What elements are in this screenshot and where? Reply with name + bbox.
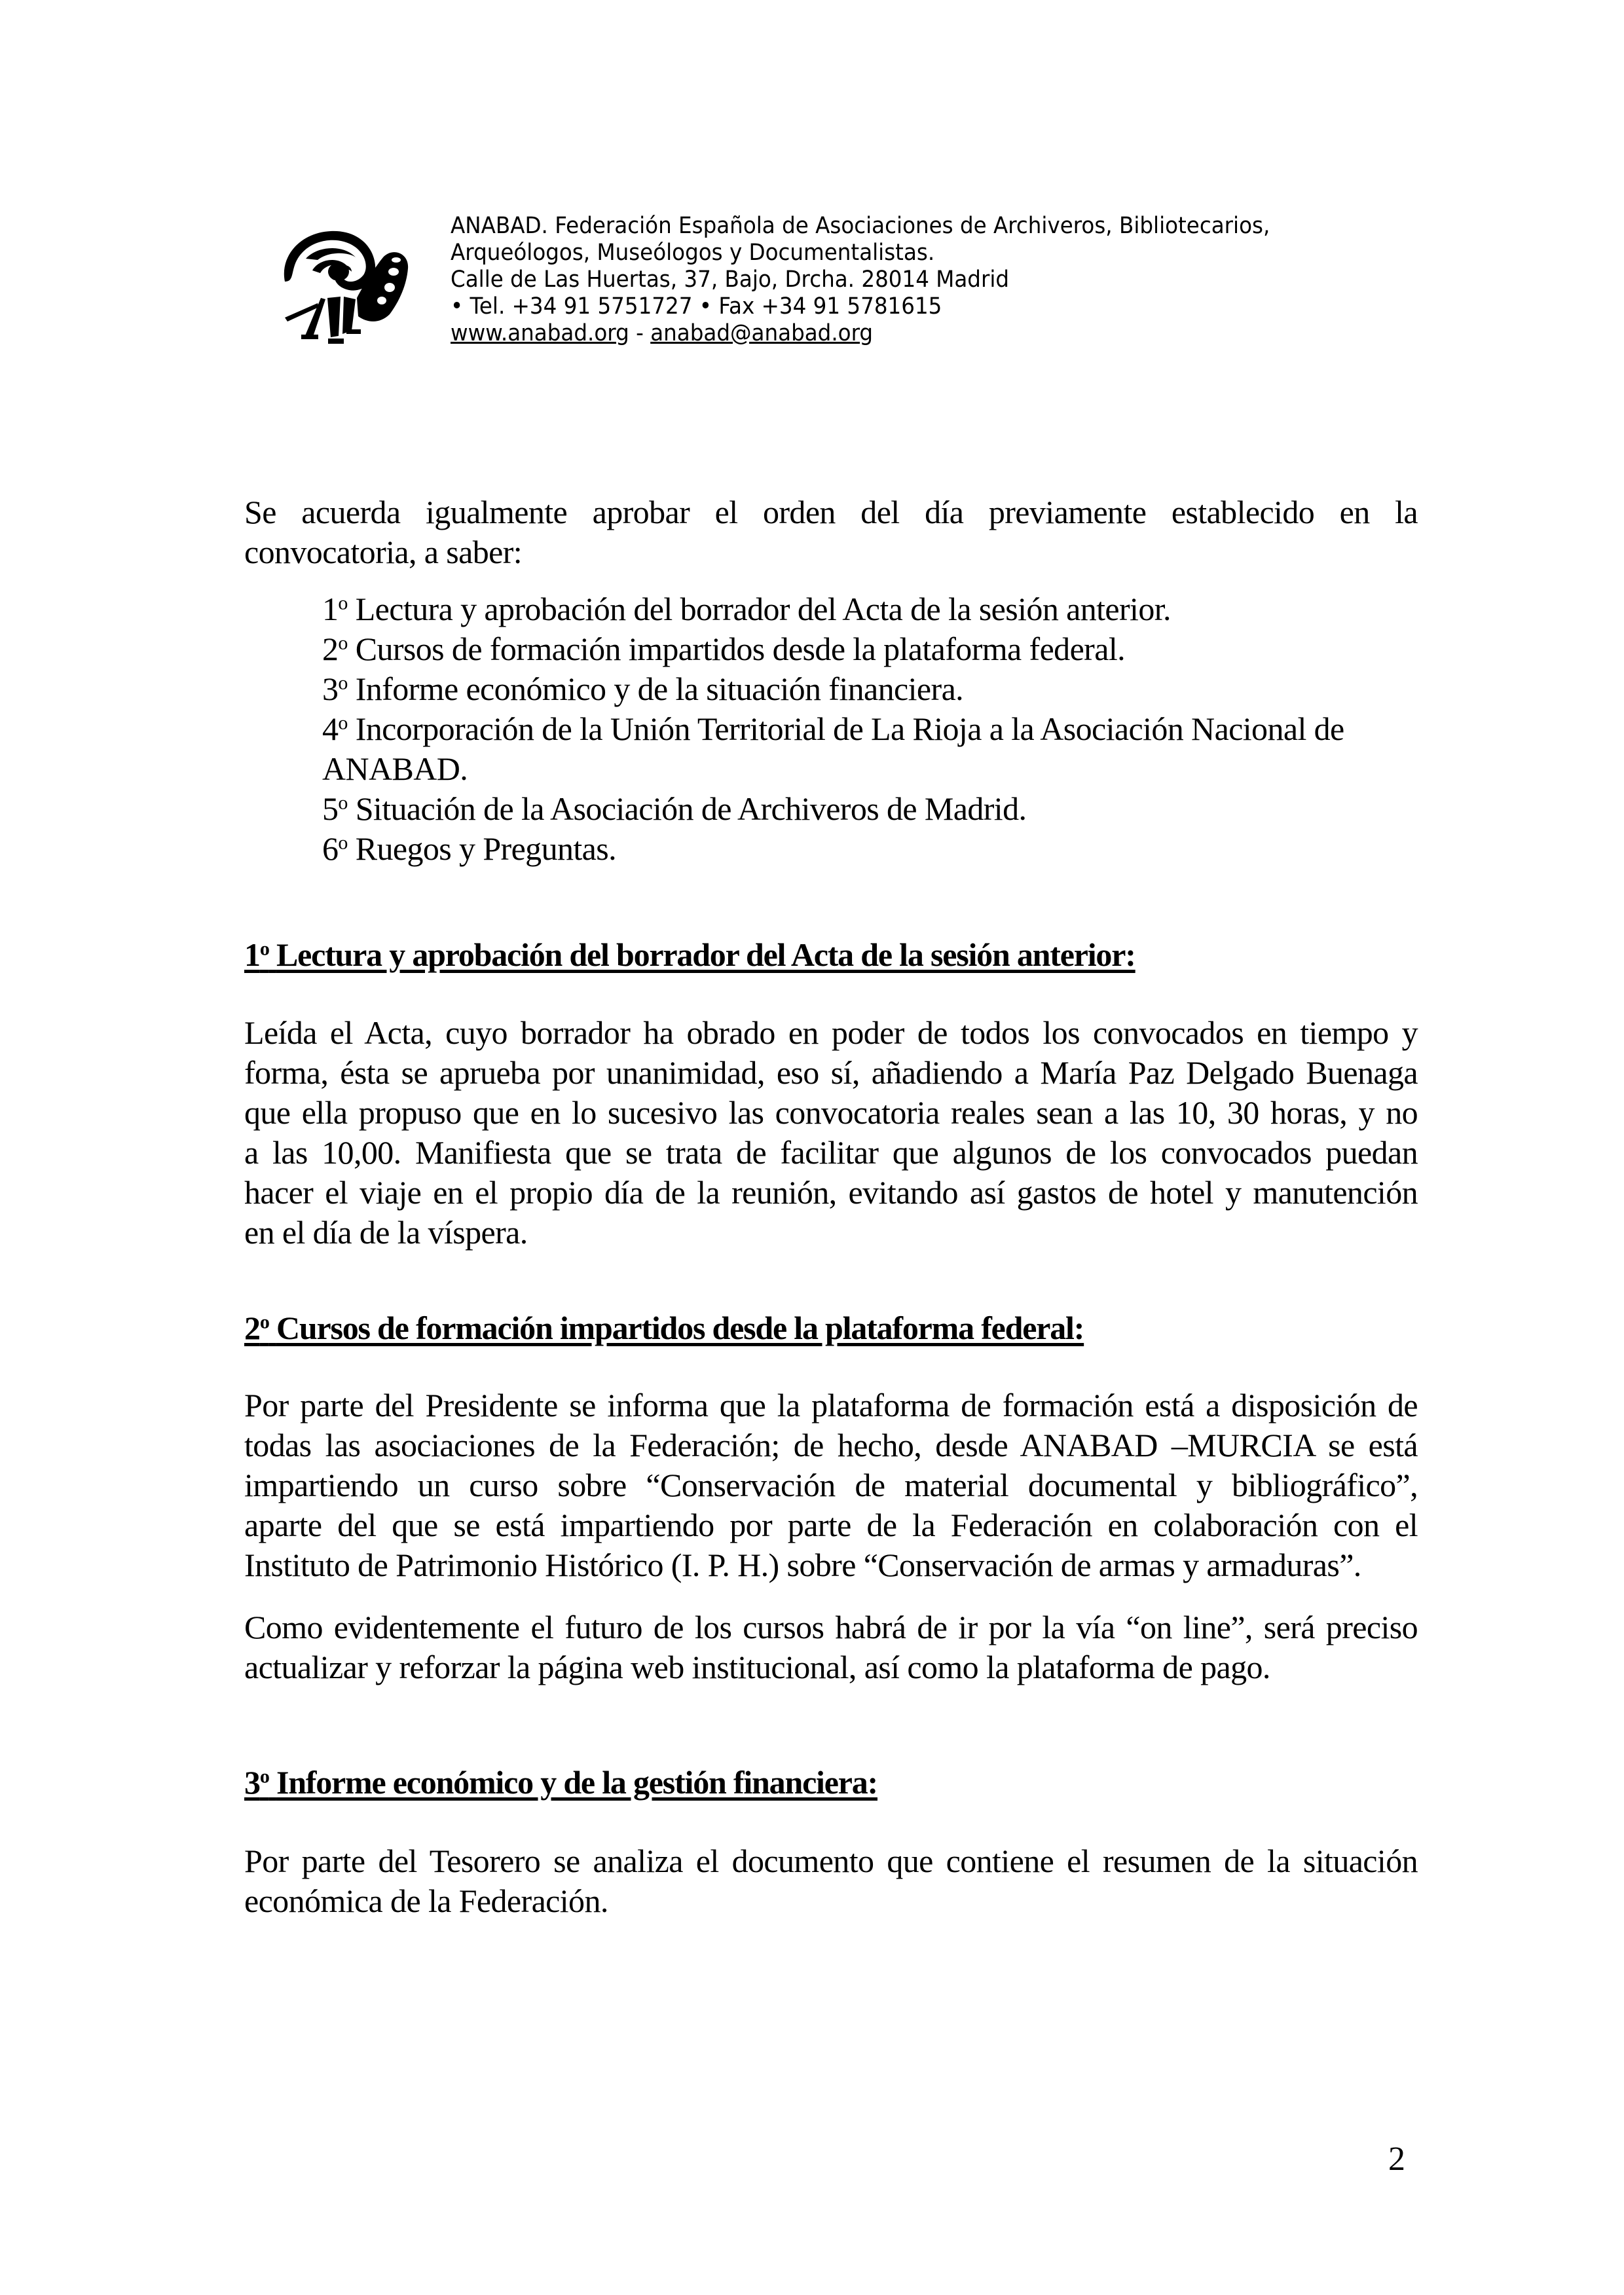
agenda-item-number: 1 — [322, 591, 339, 627]
paragraph-line: hacer el viaje en el propio día de la reunión, evitando así gastos de hotel y manutención — [244, 1174, 1418, 1211]
letterhead-line-2: Arqueólogos, Museólogos y Documentalistas. — [451, 240, 935, 266]
intro-paragraph — [244, 492, 1418, 572]
ordinal-mark: o — [338, 832, 348, 854]
section-2-paragraph-2 — [244, 1607, 1418, 1687]
agenda-item-number: 3 — [322, 670, 339, 707]
section-3-paragraph — [244, 1841, 1418, 1921]
paragraph-line: a las 10,00. Manifiesta que se trata de facilitar que algunos de los convocados puedan — [244, 1134, 1418, 1171]
section-number: 1 — [244, 936, 260, 973]
ordinal-mark: o — [259, 1765, 269, 1788]
agenda-item-text: Ruegos y Preguntas. — [355, 830, 617, 867]
ordinal-mark: o — [338, 792, 348, 814]
agenda-item-number: 2 — [322, 631, 339, 667]
paragraph-line: que ella propuso que en lo sucesivo las convocatoria reales sean a las 10, 30 horas, y no — [244, 1094, 1418, 1131]
agenda-item-number: 5 — [322, 790, 339, 827]
section-1-paragraph — [244, 1013, 1418, 1253]
paragraph-line: Por parte del Tesorero se analiza el documento que contiene el resumen de la situación — [244, 1843, 1418, 1879]
agenda-item-text: Situación de la Asociación de Archiveros de Madrid. — [355, 790, 1027, 827]
section-heading-text: Informe económico y de la gestión financiera: — [276, 1764, 877, 1801]
section-1-heading — [244, 935, 1135, 975]
section-heading-text: Cursos de formación impartidos desde la plataforma federal: — [276, 1310, 1084, 1346]
agenda-item — [322, 589, 1344, 629]
agenda-item-number: 6 — [322, 830, 339, 867]
ordinal-mark: o — [259, 1311, 269, 1333]
agenda-item — [322, 829, 1344, 869]
agenda-item — [322, 789, 1344, 829]
section-3-heading — [244, 1763, 877, 1803]
anabad-logo-icon — [265, 219, 416, 350]
agenda-item-continuation: ANABAD. — [322, 750, 468, 787]
paragraph-line: económica de la Federación. — [244, 1882, 608, 1919]
agenda-item — [322, 709, 1344, 749]
letterhead-line-1: ANABAD. Federación Española de Asociaciones de Archiveros, Bibliotecarios, — [451, 213, 1270, 239]
section-2-paragraph-1 — [244, 1386, 1418, 1585]
section-number: 3 — [244, 1764, 260, 1801]
links-separator: - — [629, 320, 651, 346]
email-link[interactable]: anabad@anabad.org — [650, 320, 874, 346]
paragraph-line: forma, ésta se aprueba por unanimidad, eso sí, añadiendo a María Paz Delgado Buenaga — [244, 1054, 1418, 1091]
letterhead-links — [451, 320, 1270, 347]
agenda-item — [322, 669, 1344, 709]
page-number: 2 — [1388, 2140, 1405, 2178]
ordinal-mark: o — [259, 938, 269, 960]
ordinal-mark: o — [338, 712, 348, 734]
section-number: 2 — [244, 1310, 260, 1346]
agenda-item-text: Incorporación de la Unión Territorial de La Rioja a la Asociación Nacional de — [355, 710, 1344, 747]
paragraph-line: en el día de la víspera. — [244, 1214, 528, 1251]
paragraph-line: actualizar y reforzar la página web institucional, así como la plataforma de pago. — [244, 1649, 1270, 1685]
section-heading-text: Lectura y aprobación del borrador del Acta de la sesión anterior: — [276, 936, 1135, 973]
paragraph-line: todas las asociaciones de la Federación; de hecho, desde ANABAD –MURCIA se está — [244, 1427, 1418, 1463]
letterhead-phone-fax: • Tel. +34 91 5751727 • Fax +34 91 5781615 — [451, 293, 942, 320]
letterhead-address: Calle de Las Huertas, 37, Bajo, Drcha. 28014 Madrid — [451, 266, 1010, 293]
letterhead — [451, 213, 1270, 347]
agenda-item-text: Lectura y aprobación del borrador del Acta de la sesión anterior. — [355, 591, 1171, 627]
section-2-heading — [244, 1308, 1084, 1348]
intro-line: Se acuerda igualmente aprobar el orden del día previamente establecido en la — [244, 494, 1418, 530]
agenda-item-text: Informe económico y de la situación financiera. — [355, 670, 964, 707]
agenda-item-text: Cursos de formación impartidos desde la plataforma federal. — [355, 631, 1126, 667]
paragraph-line: Instituto de Patrimonio Histórico (I. P. H.) sobre “Conservación de armas y armaduras”. — [244, 1547, 1361, 1583]
agenda-list — [322, 589, 1344, 869]
paragraph-line: aparte del que se está impartiendo por parte de la Federación en colaboración con el — [244, 1507, 1418, 1543]
paragraph-line: impartiendo un curso sobre “Conservación de material documental y bibliográfico”, — [244, 1467, 1418, 1503]
agenda-item — [322, 629, 1344, 669]
paragraph-line: Por parte del Presidente se informa que la plataforma de formación está a disposición de — [244, 1387, 1418, 1423]
paragraph-line: Leída el Acta, cuyo borrador ha obrado en poder de todos los convocados en tiempo y — [244, 1014, 1418, 1051]
ordinal-mark: o — [338, 672, 348, 694]
agenda-item-number: 4 — [322, 710, 339, 747]
ordinal-mark: o — [338, 632, 348, 654]
intro-line: convocatoria, a saber: — [244, 534, 523, 570]
ordinal-mark: o — [338, 592, 348, 614]
website-link[interactable]: www.anabad.org — [451, 320, 629, 346]
paragraph-line: Como evidentemente el futuro de los cursos habrá de ir por la vía “on line”, será preciso — [244, 1609, 1418, 1645]
